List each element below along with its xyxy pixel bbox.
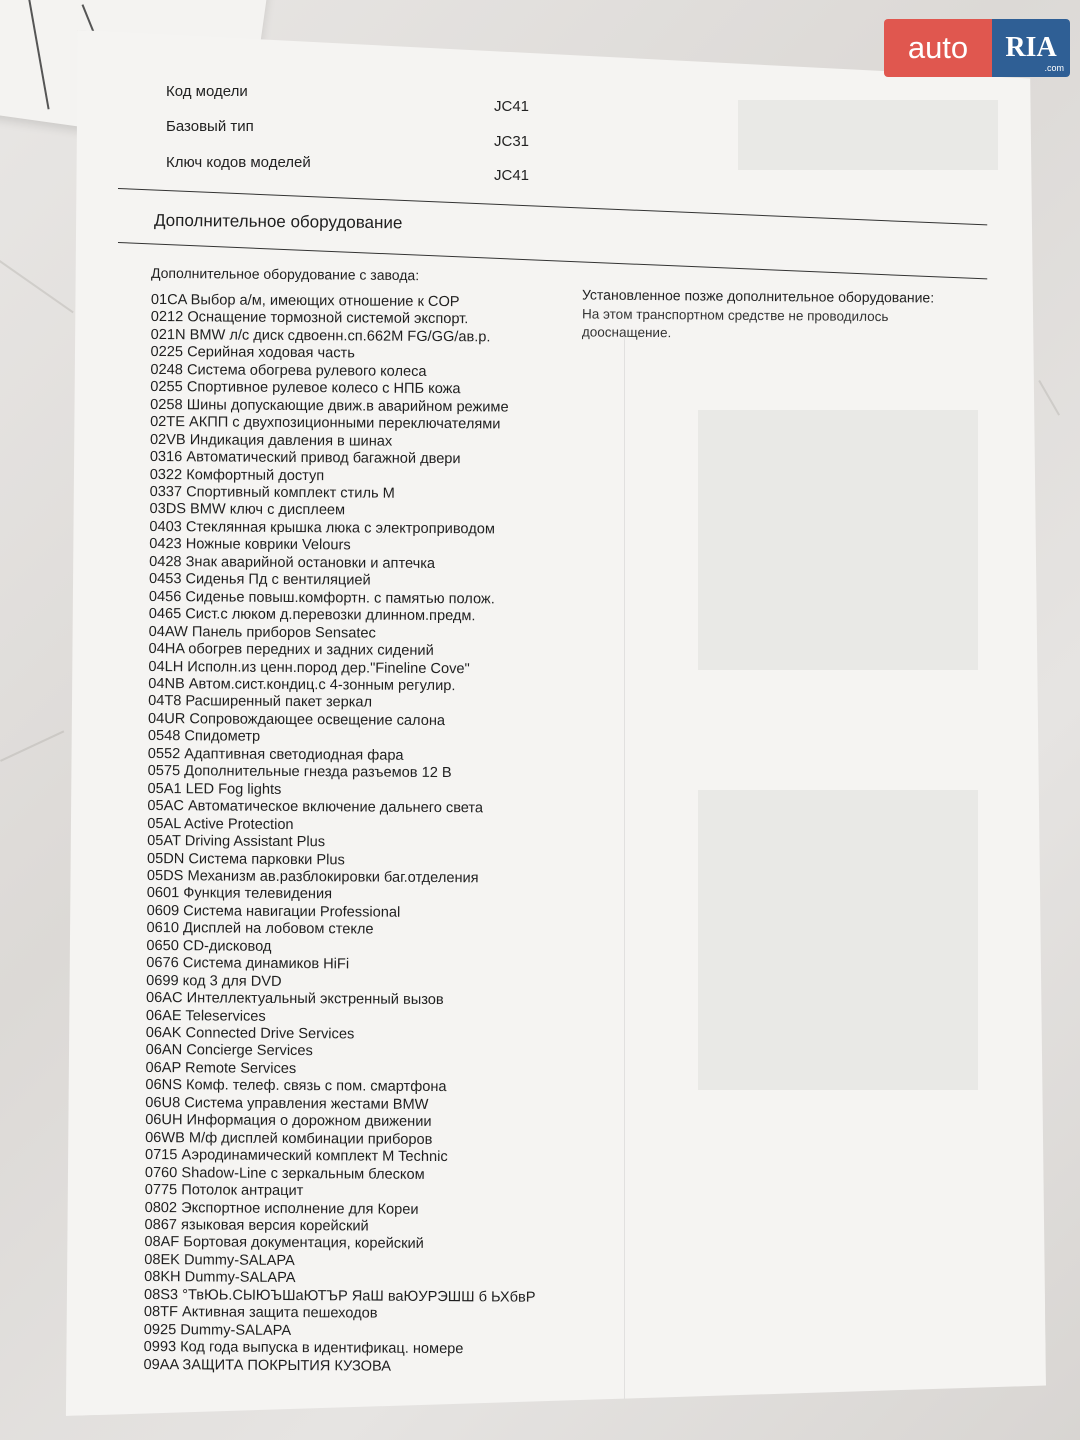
model-key-label: Ключ кодов моделей bbox=[166, 154, 311, 171]
equipment-item: 0610 Дисплей на лобовом стекле bbox=[146, 920, 374, 938]
equipment-item: 08EK Dummy-SALAPA bbox=[144, 1251, 295, 1269]
equipment-item: 0456 Сиденье повыш.комфортн. с памятью полож. bbox=[148, 588, 495, 608]
equipment-item: 0548 Спидометр bbox=[147, 728, 261, 746]
equipment-item: 06AC Интеллектуальный экстренный вызов bbox=[146, 990, 444, 1009]
equipment-item: 0699 код 3 для DVD bbox=[146, 972, 282, 990]
equipment-item: 05AT Driving Assistant Plus bbox=[147, 833, 326, 851]
equipment-item: 04HA обогрев передних и задних сидений bbox=[148, 641, 434, 660]
logo-com-text: .com bbox=[1044, 63, 1064, 73]
logo-ria-word: RIA bbox=[1005, 32, 1057, 63]
equipment-item: 0993 Код года выпуска в идентификац. номере bbox=[143, 1339, 464, 1358]
equipment-item: 0423 Ножные коврики Velours bbox=[149, 536, 351, 554]
model-code-label: Код модели bbox=[166, 83, 248, 100]
equipment-item: 05AL Active Protection bbox=[147, 815, 294, 833]
equipment-item: 08KH Dummy-SALAPA bbox=[144, 1269, 296, 1287]
equipment-item: 0552 Адаптивная светодиодная фара bbox=[147, 745, 404, 764]
show-through-block bbox=[698, 410, 978, 670]
equipment-item: 0255 Спортивное рулевое колесо с НПБ кожа bbox=[150, 379, 461, 398]
equipment-item: 02TE АКПП с двухпозиционными переключателями bbox=[150, 414, 501, 433]
equipment-item: 04T8 Расширенный пакет зеркал bbox=[148, 693, 373, 711]
equipment-item: 0428 Знак аварийной остановки и аптечка bbox=[149, 553, 436, 572]
show-through-block bbox=[698, 790, 978, 1090]
equipment-item: 06AK Connected Drive Services bbox=[145, 1025, 355, 1043]
factory-equipment-title: Дополнительное оборудование с завода: bbox=[150, 264, 420, 284]
show-through-block bbox=[738, 100, 998, 170]
equipment-item: 06AN Concierge Services bbox=[145, 1042, 313, 1060]
equipment-item: 06AP Remote Services bbox=[145, 1059, 297, 1077]
equipment-item: 0575 Дополнительные гнезда разъемов 12 В bbox=[147, 763, 452, 782]
equipment-item: 0258 Шины допускающие движ.в аварийном режиме bbox=[150, 396, 509, 416]
equipment-item: 0248 Система обогрева рулевого колеса bbox=[150, 361, 427, 380]
equipment-item: 0212 Оснащение тормозной системой экспорт. bbox=[150, 309, 469, 328]
equipment-item: 0775 Потолок антрацит bbox=[144, 1182, 304, 1200]
retrofit-note: На этом транспортном средстве не проводилось дооснащение. bbox=[581, 306, 889, 341]
equipment-item: 05AC Автоматическое включение дальнего света bbox=[147, 798, 484, 817]
equipment-item: 06AE Teleservices bbox=[145, 1007, 266, 1025]
marble-vein bbox=[0, 260, 74, 313]
equipment-item: 02VB Индикация давления в шинах bbox=[149, 431, 393, 450]
marble-vein bbox=[0, 730, 64, 761]
section-title: Дополнительное оборудование bbox=[153, 210, 403, 233]
equipment-item: 0715 Аэродинамический комплект M Technic bbox=[144, 1147, 448, 1166]
equipment-item: 0676 Система динамиков HiFi bbox=[146, 955, 350, 973]
equipment-item: 06U8 Система управления жестами BMW bbox=[145, 1094, 429, 1113]
equipment-item: 0601 Функция телевидения bbox=[146, 885, 333, 903]
equipment-item: 04UR Сопровождающее освещение салона bbox=[147, 710, 446, 729]
equipment-item: 0453 Сиденья Пд с вентиляцией bbox=[148, 571, 371, 589]
equipment-item: 08S3 °ТвЮЬ.СЫЮЪШаЮТЪР ЯаШ ваЮУРЭШШ б ЬХбвР bbox=[143, 1286, 536, 1306]
model-code-value: JC41 bbox=[494, 98, 530, 115]
equipment-item: 0867 языковая версия корейский bbox=[144, 1216, 369, 1235]
equipment-item: 04AW Панель приборов Sensatec bbox=[148, 623, 376, 642]
equipment-item: 08TF Активная защита пешеходов bbox=[143, 1304, 378, 1322]
fold-line bbox=[624, 330, 625, 1410]
equipment-item: 08AF Бортовая документация, корейский bbox=[144, 1234, 424, 1253]
equipment-item: 09AA ЗАЩИТА ПОКРЫТИЯ КУЗОВА bbox=[143, 1356, 392, 1375]
equipment-item: 04LH Исполн.из ценн.пород дер."Fineline Cove" bbox=[148, 658, 470, 677]
equipment-item: 0225 Серийная ходовая часть bbox=[150, 344, 355, 362]
equipment-item: 05DN Система парковки Plus bbox=[146, 850, 345, 868]
equipment-item: 0609 Система навигации Professional bbox=[146, 902, 401, 921]
equipment-item: 06NS Комф. телеф. связь с пом. смартфона bbox=[145, 1077, 447, 1096]
logo-ria-text bbox=[992, 19, 1070, 77]
equipment-item: 04NB Автом.сист.кондиц.с 4-зонным регулир. bbox=[148, 675, 456, 695]
factory-equipment-list bbox=[143, 292, 542, 1377]
equipment-item: 0337 Спортивный комплект стиль M bbox=[149, 483, 395, 502]
equipment-item: 03DS BMW ключ с дисплеем bbox=[149, 501, 346, 519]
model-key-value: JC41 bbox=[494, 167, 530, 184]
equipment-item: 0322 Комфортный доступ bbox=[149, 466, 325, 484]
retrofit-equipment-title: Установленное позже дополнительное оборудование: bbox=[581, 286, 935, 306]
equipment-item: 06WB М/ф дисплей комбинации приборов bbox=[145, 1129, 433, 1148]
equipment-item: 0403 Стеклянная крышка люка с электроприводом bbox=[149, 518, 495, 538]
equipment-item: 0760 Shadow-Line с зеркальным блеском bbox=[144, 1164, 425, 1183]
equipment-item: 05DS Механизм ав.разблокировки баг.отделения bbox=[146, 867, 479, 887]
logo-auto-text: auto bbox=[884, 19, 992, 77]
base-type-label: Базовый тип bbox=[166, 118, 254, 135]
marble-vein bbox=[1038, 380, 1060, 416]
equipment-item: 0316 Автоматический привод багажной двери bbox=[149, 449, 461, 468]
equipment-item: 021N BMW л/с диск сдвоенн.сп.662M FG/GG/ав.р. bbox=[150, 326, 491, 346]
equipment-item: 06UH Информация о дорожном движении bbox=[145, 1112, 432, 1131]
base-type-value: JC31 bbox=[494, 133, 530, 150]
equipment-item: 0925 Dummy-SALAPA bbox=[143, 1321, 292, 1339]
equipment-item: 0650 CD-дисковод bbox=[146, 937, 272, 955]
autoria-logo bbox=[884, 19, 1070, 77]
equipment-item: 0802 Экспортное исполнение для Кореи bbox=[144, 1199, 419, 1218]
equipment-item: 01CA Выбор а/м, имеющих отношение к COP bbox=[150, 292, 460, 311]
equipment-item: 0465 Сист.с люком д.перевозки длинном.предм. bbox=[148, 606, 476, 625]
equipment-item: 05A1 LED Fog lights bbox=[147, 780, 282, 798]
